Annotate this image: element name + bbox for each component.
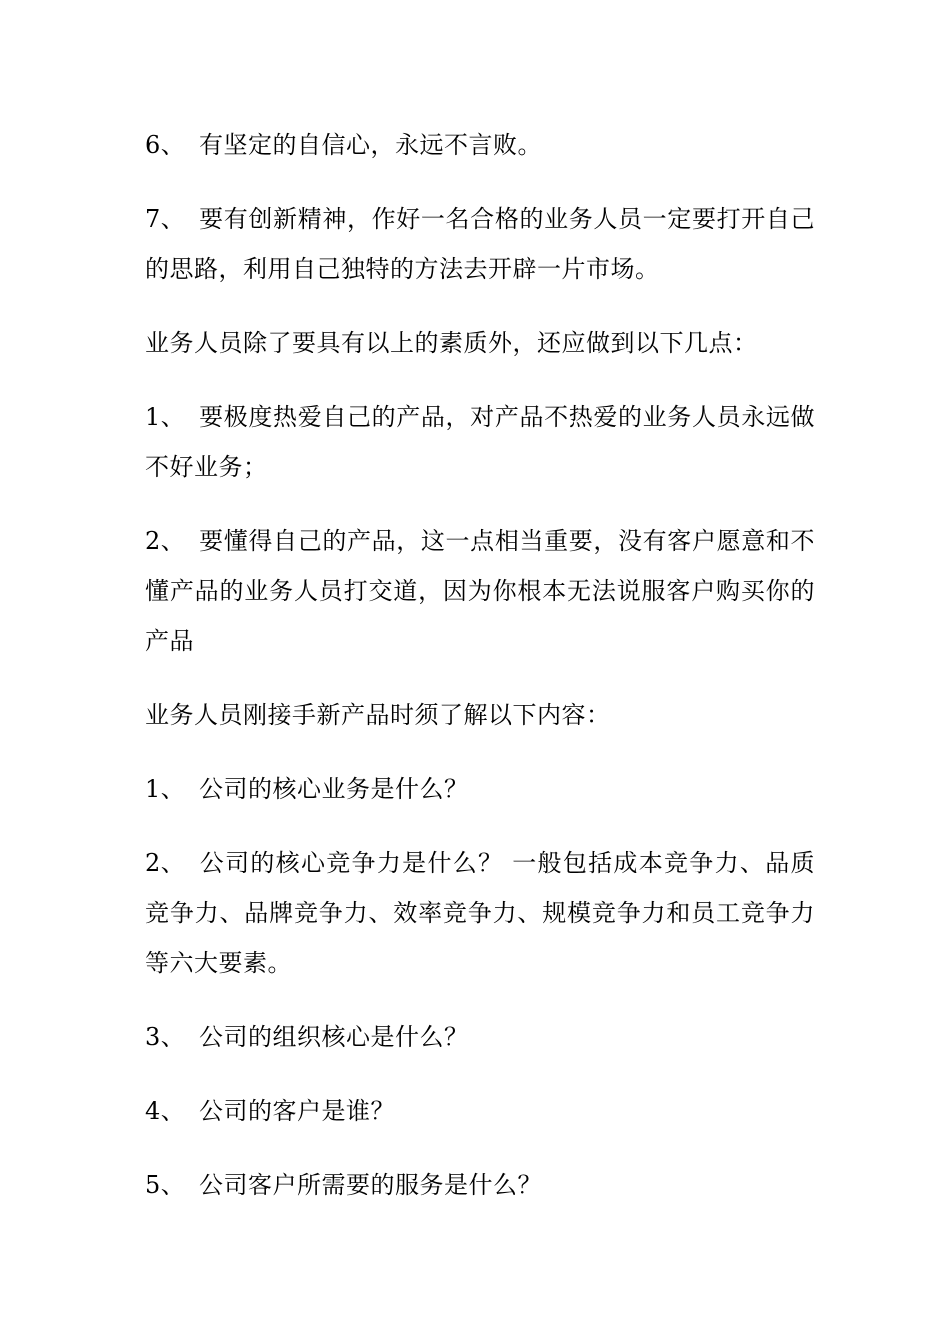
list-number: 4、 — [145, 1097, 186, 1125]
list-text: 公司的客户是谁？ — [199, 1097, 395, 1125]
list-number: 3、 — [145, 1023, 186, 1051]
list-text: 公司的核心竞争力是什么？ 一般包括成本竞争力、品质竞争力、品牌竞争力、效率竞争力、规模竞争力和员工竞争力等六大要素。 — [145, 849, 815, 977]
list-number: 1、 — [145, 403, 186, 431]
list-text: 公司的核心业务是什么？ — [199, 775, 469, 803]
list-text: 有坚定的自信心，永远不言败。 — [199, 131, 542, 159]
list-text: 公司客户所需要的服务是什么？ — [199, 1171, 542, 1199]
list-item-6 — [145, 120, 815, 170]
list-text: 要有创新精神，作好一名合格的业务人员一定要打开自己的思路，利用自己独特的方法去开辟一片市场。 — [145, 205, 815, 283]
list-text: 公司的组织核心是什么？ — [199, 1023, 469, 1051]
list-item-7 — [145, 194, 815, 294]
list-item-2 — [145, 838, 815, 988]
section-intro-paragraph: 业务人员刚接手新产品时须了解以下内容： — [145, 701, 611, 729]
list-item-3 — [145, 1012, 815, 1062]
list-number: 6、 — [145, 131, 186, 159]
list-number: 1、 — [145, 775, 186, 803]
list-text: 要懂得自己的产品，这一点相当重要，没有客户愿意和不懂产品的业务人员打交道，因为你根本无法说服客户购买你的产品 — [145, 527, 815, 655]
list-text: 要极度热爱自己的产品，对产品不热爱的业务人员永远做不好业务； — [145, 403, 815, 481]
list-item-1 — [145, 764, 815, 814]
document-page — [145, 120, 815, 1234]
list-number: 5、 — [145, 1171, 186, 1199]
section-intro-paragraph: 业务人员除了要具有以上的素质外，还应做到以下几点： — [145, 329, 758, 357]
list-number: 2、 — [145, 527, 186, 555]
list-item-1 — [145, 392, 815, 492]
list-item-4 — [145, 1086, 815, 1136]
list-number: 7、 — [145, 205, 186, 233]
list-item-2 — [145, 516, 815, 666]
list-number: 2、 — [145, 849, 186, 877]
list-item-5 — [145, 1160, 815, 1210]
